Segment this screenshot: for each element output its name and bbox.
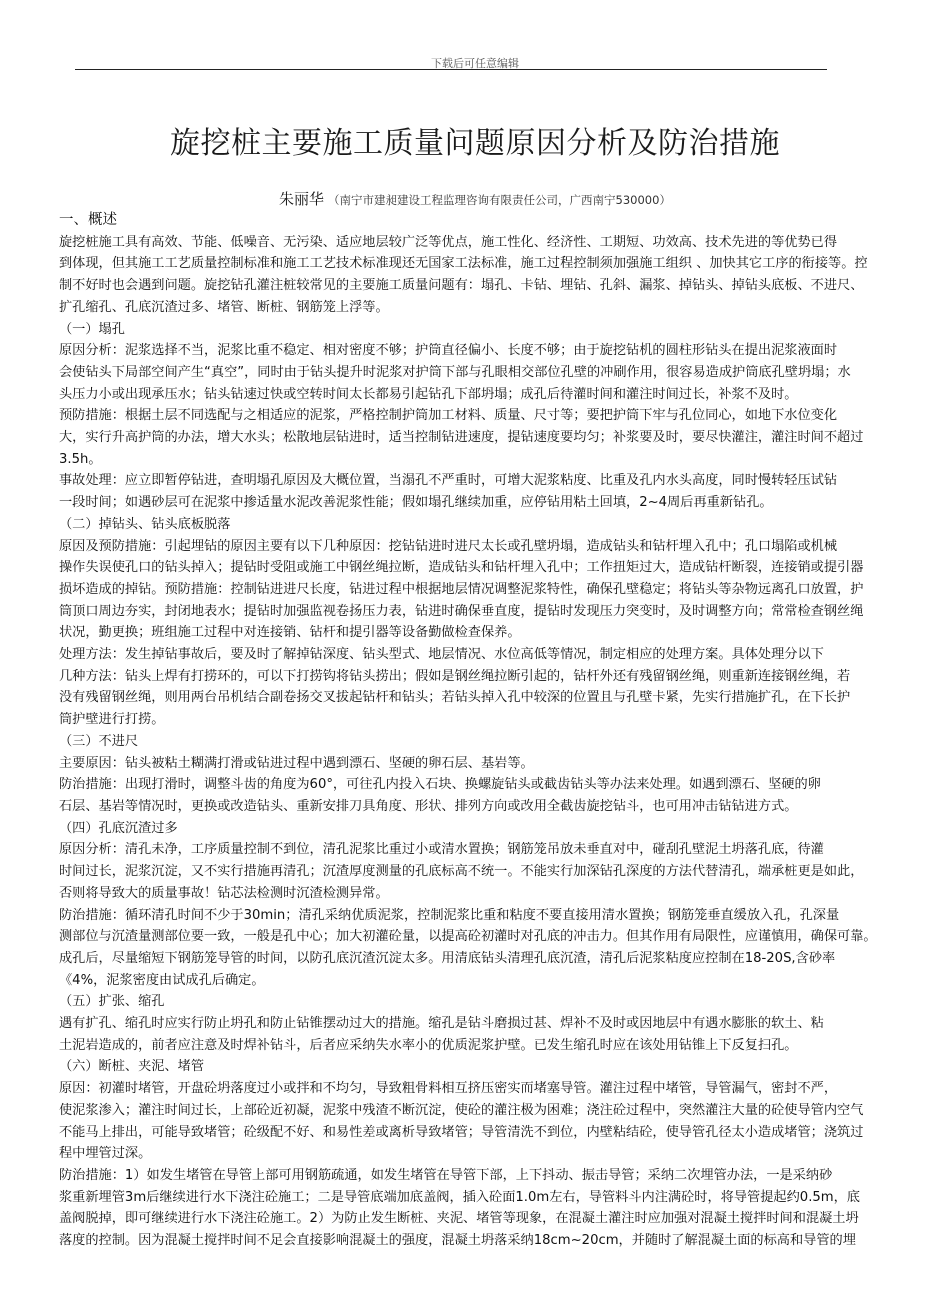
byline	[0, 188, 950, 209]
body-line: 遇有扩孔、缩孔时应实行防止坍孔和防止钻锥摆动过大的措施。缩孔是钻斗磨损过甚、焊补不及时或因地层中有遇水膨胀的软土、粘	[59, 1016, 824, 1032]
body-line: 筒护壁进行打捞。	[59, 712, 165, 728]
subsection-heading: （二）掉钻头、钻头底板脱落	[59, 516, 231, 532]
body-line: 原因分析：清孔未净，工序质量控制不到位，清孔泥浆比重过小或清水置换；钢筋笼吊放未垂直对中，碰刮孔壁泥土坍落孔底，待灌	[59, 842, 824, 858]
body-line: 制不好时也会遇到问题。旋挖钻孔灌注桩较常见的主要施工质量问题有：塌孔、卡钻、埋钻、孔斜、漏浆、掉钻头、掉钻头底板、不进尺、	[59, 278, 864, 294]
body-line: 头压力小或出现承压水；钻头钻速过快或空转时间太长都易引起钻孔下部坍塌；成孔后待灌时间和灌注时间过长，补浆不及时。	[59, 386, 798, 402]
body-line: 落度的控制。因为混凝土搅拌时间不足会直接影响混凝土的强度，混凝土坍落采纳18cm~20cm，并随时了解混凝土面的标高和导管的埋	[59, 1233, 856, 1249]
header-note: 下载后可任意编辑	[431, 57, 519, 70]
body-line: 原因：初灌时堵管，开盘砼坍落度过小或拌和不均匀，导致粗骨料相互挤压密实而堵塞导管。灌注过程中堵管，导管漏气，密封不严，	[59, 1081, 838, 1097]
body-line: 一段时间；如遇砂层可在泥浆中掺适量水泥改善泥浆性能；假如塌孔继续加重，应停钻用粘土回填，2~4周后再重新钻孔。	[59, 495, 773, 511]
body-line: 否则将导致大的质量事故！钻芯法检测时沉渣检测异常。	[59, 885, 389, 901]
body-line: 成孔后，尽量缩短下钢筋笼导管的时间，以防孔底沉渣沉淀太多。用清底钻头清理孔底沉渣，清孔后泥浆粘度应控制在18-20S,含砂率	[59, 950, 836, 966]
body-line: 几种方法：钻头上焊有打捞环的，可以下打捞钩将钻头捞出；假如是钢丝绳拉断引起的，钻杆外还有残留钢丝绳，则重新连接钢丝绳，若	[59, 668, 851, 684]
body-line: 使泥浆渗入；灌注时间过长，上部砼近初凝，泥浆中残渣不断沉淀，使砼的灌注极为困难；浇注砼过程中，突然灌注大量的砼使导管内空气	[59, 1102, 864, 1118]
body-line: 扩孔缩孔、孔底沉渣过多、堵管、断桩、钢筋笼上浮等。	[59, 299, 389, 315]
subsection-heading: （四）孔底沉渣过多	[59, 820, 178, 836]
body-line: 土泥岩造成的，前者应注意及时焊补钻斗，后者应采纳失水率小的优质泥浆护壁。已发生缩孔时应在该处用钻锥上下反复扫孔。	[59, 1037, 798, 1053]
body-line: 事故处理：应立即暂停钻进，查明塌孔原因及大概位置，当溻孔不严重时，可增大泥浆粘度、比重及孔内水头高度，同时慢转轻压试钻	[59, 473, 838, 489]
body-line: 大，实行升高护筒的办法，增大水头；松散地层钻进时，适当控制钻进速度，提钻速度要均匀；补浆要及时，要尽快灌注，灌注时间不超过	[59, 430, 864, 446]
body-line: 主要原因：钻头被粘土糊满打滑或钻进过程中遇到漂石、坚硬的卵石层、基岩等。	[59, 755, 534, 771]
subsection-heading: （六）断桩、夹泥、堵管	[59, 1059, 205, 1075]
body-line: 原因及预防措施：引起埋钻的原因主要有以下几种原因：挖钻钻进时进尺太长或孔壁坍塌，造成钻头和钻杆埋入孔中；孔口塌陷或机械	[59, 538, 838, 554]
author-affiliation: （南宁市建昶建设工程监理咨询有限责任公司，广西南宁530000）	[328, 193, 671, 207]
body-line: 处理方法：发生掉钻事故后，要及时了解掉钻深度、钻头型式、地层情况、水位高低等情况，制定相应的处理方案。具体处理分以下	[59, 647, 824, 663]
body-line: 到体现，但其施工工艺质量控制标准和施工工艺技术标准现还无国家工法标准，施工过程控制须加强施工组织 、加快其它工序的衔接等。控	[59, 256, 868, 272]
body-line: 3.5h。	[59, 451, 102, 467]
body-line: 会使钻头下局部空间产生“真空”，同时由于钻头提升时泥浆对护筒下部与孔眼相交部位孔壁的冲刷作用，很容易造成护筒底孔壁坍塌；水	[59, 364, 851, 380]
header-divider	[75, 69, 827, 70]
body-line: 《4%，泥浆密度由试成孔后确定。	[59, 972, 265, 988]
subsection-heading: （五）扩张、缩孔	[59, 994, 165, 1010]
body-line: 时间过长，泥浆沉淀，又不实行措施再清孔；沉渣厚度测量的孔底标高不统一。不能实行加深钻孔深度的方法代替清孔，端承桩更是如此，	[59, 864, 864, 880]
subsection-heading: （一）塌孔	[59, 321, 125, 337]
document-title: 旋挖桩主要施工质量问题原因分析及防治措施	[170, 126, 780, 161]
subsection-heading: （三）不进尺	[59, 733, 139, 749]
body-line: 浆重新埋管3m后继续进行水下浇注砼施工；二是导管底端加底盖阀，插入砼面1.0m左右，导管料斗内注满砼时，将导管提起约0.5m，底	[59, 1189, 860, 1205]
document-body	[59, 210, 879, 1252]
body-line: 筒顶口周边夯实，封闭地表水；提钻时加强监视卷扬压力表，钻进时确保垂直度，提钻时发现压力突变时，及时调整方向；常常检查钢丝绳	[59, 603, 864, 619]
body-line: 防治措施：循环清孔时间不少于30min；清孔采纳优质泥浆，控制泥浆比重和粘度不要直接用清水置换；钢筋笼垂直缓放入孔，孔深量	[59, 907, 840, 923]
body-line: 防治措施：出现打滑时，调整斗齿的角度为60°，可往孔内投入石块、换螺旋钻头或截齿钻头等办法来处理。如遇到漂石、坚硬的卵	[59, 777, 821, 793]
body-line: 状况，勤更换；班组施工过程中对连接销、钻杆和提引器等设备勤做检查保养。	[59, 625, 521, 641]
body-line: 预防措施：根据土层不同选配与之相适应的泥浆，严格控制护筒加工材料、质量、尺寸等；要把护筒下牢与孔位同心，如地下水位变化	[59, 408, 838, 424]
author-name: 朱丽华	[279, 190, 325, 208]
body-line: 不能马上排出，可能导致堵管；砼级配不好、和易性差或离析导致堵管；导管清洗不到位，内壁粘结砼，使导管孔径太小造成堵管；浇筑过	[59, 1124, 864, 1140]
body-line: 测部位与沉渣量测部位要一致，一般是孔中心；加大初灌砼量，以提高砼初灌时对孔底的冲击力。但其作用有局限性，应谨慎用，确保可靠。	[59, 929, 877, 945]
body-line: 没有残留钢丝绳，则用两台吊机结合副卷扬交叉拔起钻杆和钻头；若钻头掉入孔中较深的位置且与孔壁卡紧，先实行措施扩孔，在下长护	[59, 690, 851, 706]
body-line: 盖阀脱掉，即可继续进行水下浇注砼施工。2）为防止发生断桩、夹泥、堵管等现象，在混凝土灌注时应加强对混凝土搅拌时间和混凝土坍	[59, 1211, 859, 1227]
body-line: 损坏造成的掉钻。预防措施：控制钻进进尺长度，钻进过程中根据地层情况调整泥浆特性，确保孔壁稳定；将钻头等杂物远离孔口放置，护	[59, 581, 864, 597]
body-line: 石层、基岩等情况时，更换或改造钻头、重新安排刀具角度、形状、排列方向或改用全截齿旋挖钻斗，也可用冲击钻钻进方式。	[59, 798, 798, 814]
body-line: 旋挖桩施工具有高效、节能、低噪音、无污染、适应地层较广泛等优点，施工性化、经济性、工期短、功效高、技术先进的等优势已得	[59, 234, 838, 250]
body-line: 原因分析：泥浆选择不当，泥浆比重不稳定、相对密度不够；护筒直径偏小、长度不够；由于旋挖钻机的圆柱形钻头在提出泥浆液面时	[59, 343, 838, 359]
body-line: 程中埋管过深。	[59, 1146, 152, 1162]
body-line: 操作失误使孔口的钻头掉入；提钻时受阻或施工中钢丝绳拉断，造成钻头和钻杆埋入孔中；工作扭矩过大，造成钻杆断裂，连接销或提引器	[59, 560, 864, 576]
section-heading: 一、概述	[59, 212, 117, 228]
body-line: 防治措施：1）如发生堵管在导管上部可用钢筋疏通，如发生堵管在导管下部，上下抖动、振击导管；采纳二次埋管办法，一是采纳砂	[59, 1167, 833, 1183]
